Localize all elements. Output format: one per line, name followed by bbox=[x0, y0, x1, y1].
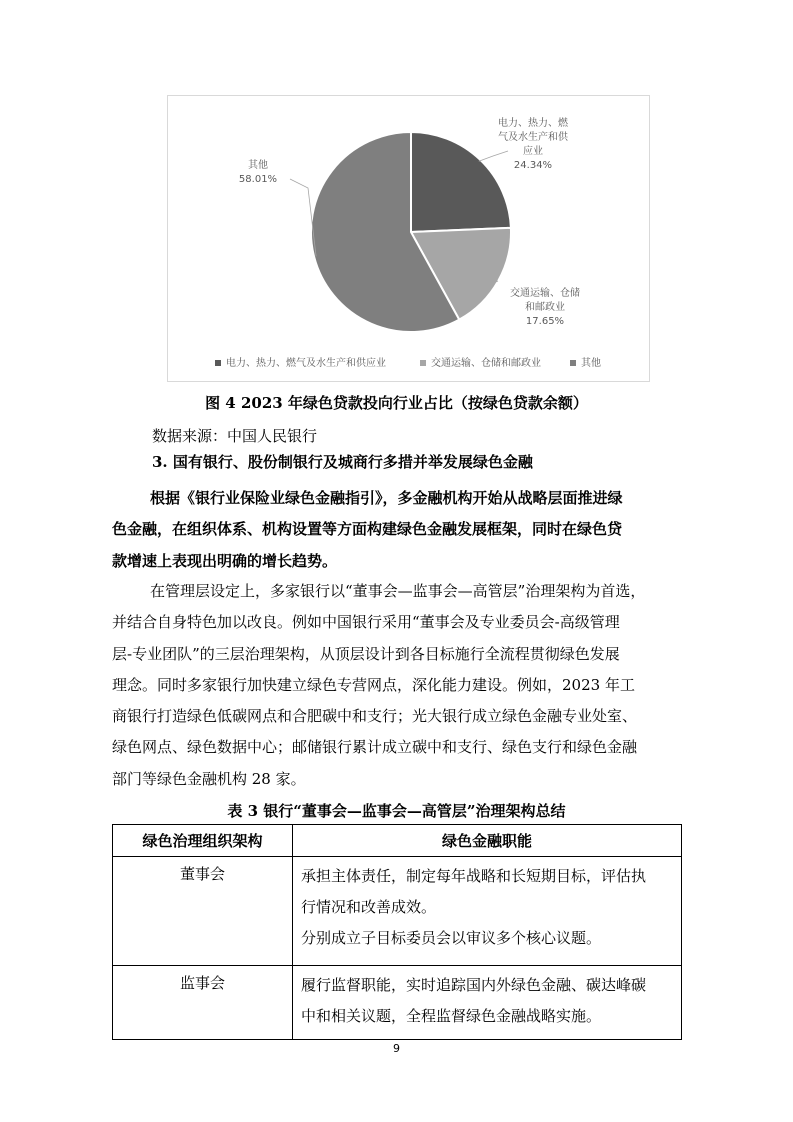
paragraph-line: 在管理层设定上，多家银行以“董事会—监事会—高管层”治理架构为首选， bbox=[150, 582, 646, 600]
table-header-function: 绿色金融职能 bbox=[293, 825, 682, 857]
cell-line: 承担主体责任，制定每年战略和长短期目标，评估执 bbox=[301, 867, 647, 885]
legend-entry: 电力、热力、燃气及水生产和供应业 bbox=[226, 358, 386, 369]
section-heading: 3. 国有银行、股份制银行及城商行多措并举发展绿色金融 bbox=[152, 453, 533, 471]
paragraph-line: 商银行打造绿色低碳网点和合肥碳中和支行；光大银行成立绿色金融专业处室、 bbox=[112, 707, 638, 726]
paragraph-line: 并结合自身特色加以改良。例如中国银行采用“董事会及专业委员会-高级管理 bbox=[112, 613, 620, 632]
governance-table bbox=[112, 824, 682, 1040]
cell-line: 履行监督职能，实时追踪国内外绿色金融、碳达峰碳 bbox=[301, 976, 647, 994]
cell-line: 行情况和改善成效。 bbox=[301, 898, 437, 916]
paragraph-guideline bbox=[112, 483, 682, 577]
slice-category-label: 和邮政业 bbox=[525, 302, 565, 313]
paragraph-line: 层-专业团队”的三层治理架构，从顶层设计到各目标施行全流程贯彻绿色发展 bbox=[112, 644, 620, 663]
pie-chart bbox=[167, 95, 650, 382]
legend-entry: 交通运输、仓储和邮政业 bbox=[431, 358, 541, 369]
table-header-row bbox=[113, 825, 682, 857]
page-number: 9 bbox=[393, 1042, 400, 1055]
paragraph-line: 部门等绿色金融机构 28 家。 bbox=[112, 769, 306, 788]
slice-percent-label: 24.34% bbox=[513, 160, 553, 171]
leader-line bbox=[479, 151, 508, 161]
paragraph-line: 色金融，在组织体系、机构设置等方面构建绿色金融发展框架，同时在绿色贷 bbox=[112, 520, 623, 539]
legend-entry: 其他 bbox=[581, 358, 601, 369]
legend-swatch bbox=[420, 360, 426, 366]
paragraph-line: 根据《银行业保险业绿色金融指引》，多金融机构开始从战略层面推进绿 bbox=[150, 489, 623, 507]
pie-chart-svg bbox=[168, 96, 651, 383]
slice-power-utilities bbox=[411, 132, 511, 232]
slice-percent-label: 17.65% bbox=[525, 316, 565, 327]
slice-category-label: 交通运输、仓储 bbox=[510, 288, 580, 299]
slice-category-label: 电力、热力、燃 bbox=[498, 118, 568, 129]
table-row bbox=[113, 857, 682, 966]
table-cell-function bbox=[293, 966, 682, 1040]
legend-swatch bbox=[215, 360, 221, 366]
cell-line: 中和相关议题，全程监督绿色金融战略实施。 bbox=[301, 1007, 602, 1025]
data-source: 数据来源：中国人民银行 bbox=[152, 427, 318, 445]
paragraph-line: 款增速上表现出明确的增长趋势。 bbox=[112, 551, 338, 570]
legend-swatch bbox=[570, 360, 576, 366]
paragraph-line: 理念。同时多家银行加快建立绿色专营网点，深化能力建设。例如，2023 年工 bbox=[112, 675, 635, 694]
paragraph-line: 绿色网点、绿色数据中心；邮储银行累计成立碳中和支行、绿色支行和绿色金融 bbox=[112, 738, 638, 757]
paragraph-governance bbox=[112, 576, 682, 795]
table-caption: 表 3 银行“董事会—监事会—高管层”治理架构总结 bbox=[227, 802, 566, 820]
table-cell-function bbox=[293, 857, 682, 966]
slice-category-label: 其他 bbox=[248, 160, 268, 171]
cell-line: 分别成立子目标委员会以审议多个核心议题。 bbox=[301, 929, 602, 947]
slice-percent-label: 58.01% bbox=[238, 174, 278, 185]
slice-category-label: 气及水生产和供 bbox=[498, 132, 568, 143]
slice-category-label: 应业 bbox=[523, 146, 543, 157]
figure-caption: 图 4 2023 年绿色贷款投向行业占比（按绿色贷款余额） bbox=[205, 394, 588, 412]
table-cell-org: 监事会 bbox=[113, 966, 293, 1040]
table-row bbox=[113, 966, 682, 1040]
table-header-org: 绿色治理组织架构 bbox=[113, 825, 293, 857]
table-cell-org: 董事会 bbox=[113, 857, 293, 966]
